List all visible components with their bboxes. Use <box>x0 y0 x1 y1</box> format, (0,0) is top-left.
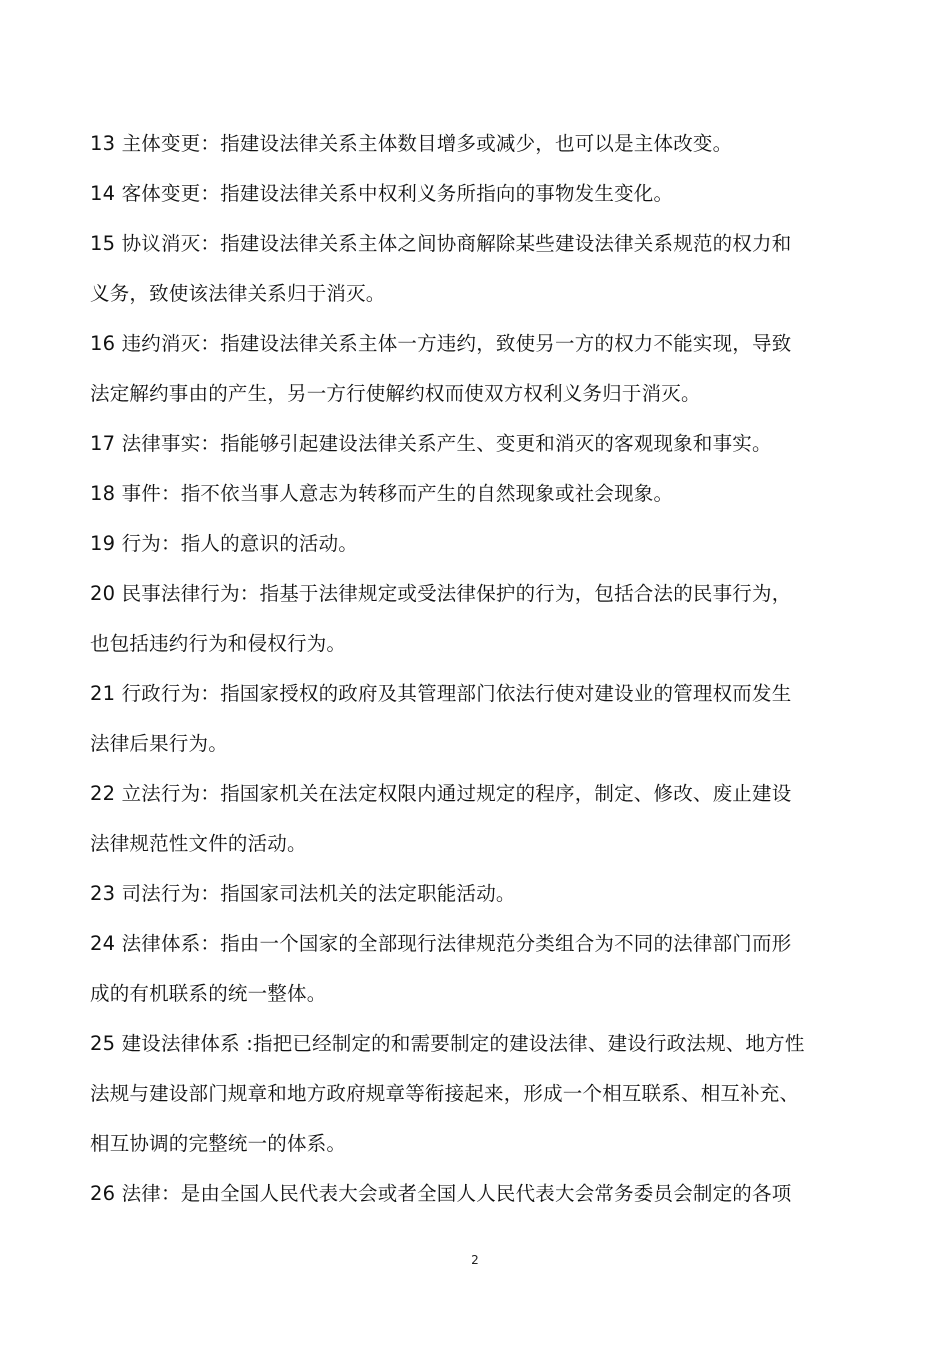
text-line: 法规与建设部门规章和地方政府规章等衔接起来，形成一个相互联系、相互补充、 <box>90 1082 800 1105</box>
text-line: 23 司法行为：指国家司法机关的法定职能活动。 <box>90 882 516 905</box>
text-line: 成的有机联系的统一整体。 <box>90 982 327 1005</box>
text-line: 19 行为：指人的意识的活动。 <box>90 532 359 555</box>
text-line: 24 法律体系：指由一个国家的全部现行法律规范分类组合为不同的法律部门而形 <box>90 932 792 955</box>
text-line: 义务，致使该法律关系归于消灭。 <box>90 282 386 305</box>
text-line: 20 民事法律行为：指基于法律规定或受法律保护的行为，包括合法的民事行为， <box>90 582 792 605</box>
page-number: 2 <box>471 1253 479 1267</box>
text-line: 21 行政行为：指国家授权的政府及其管理部门依法行使对建设业的管理权而发生 <box>90 682 792 705</box>
text-line: 13 主体变更：指建设法律关系主体数目增多或减少，也可以是主体改变。 <box>90 132 733 155</box>
text-line: 法律规范性文件的活动。 <box>90 832 307 855</box>
text-line: 14 客体变更：指建设法律关系中权利义务所指向的事物发生变化。 <box>90 182 674 205</box>
text-line: 26 法律：是由全国人民代表大会或者全国人人民代表大会常务委员会制定的各项 <box>90 1182 792 1205</box>
text-line: 16 违约消灭：指建设法律关系主体一方违约，致使另一方的权力不能实现，导致 <box>90 332 792 355</box>
text-line: 22 立法行为：指国家机关在法定权限内通过规定的程序，制定、修改、废止建设 <box>90 782 792 805</box>
text-line: 25 建设法律体系 :指把已经制定的和需要制定的建设法律、建设行政法规、地方性 <box>90 1032 805 1055</box>
text-line: 15 协议消灭：指建设法律关系主体之间协商解除某些建设法律关系规范的权力和 <box>90 232 792 255</box>
text-line: 17 法律事实：指能够引起建设法律关系产生、变更和消灭的客观现象和事实。 <box>90 432 772 455</box>
text-line: 法律后果行为。 <box>90 732 228 755</box>
text-line: 法定解约事由的产生，另一方行使解约权而使双方权利义务归于消灭。 <box>90 382 701 405</box>
text-line: 18 事件：指不依当事人意志为转移而产生的自然现象或社会现象。 <box>90 482 674 505</box>
text-line: 也包括违约行为和侵权行为。 <box>90 632 347 655</box>
text-line: 相互协调的完整统一的体系。 <box>90 1132 347 1155</box>
